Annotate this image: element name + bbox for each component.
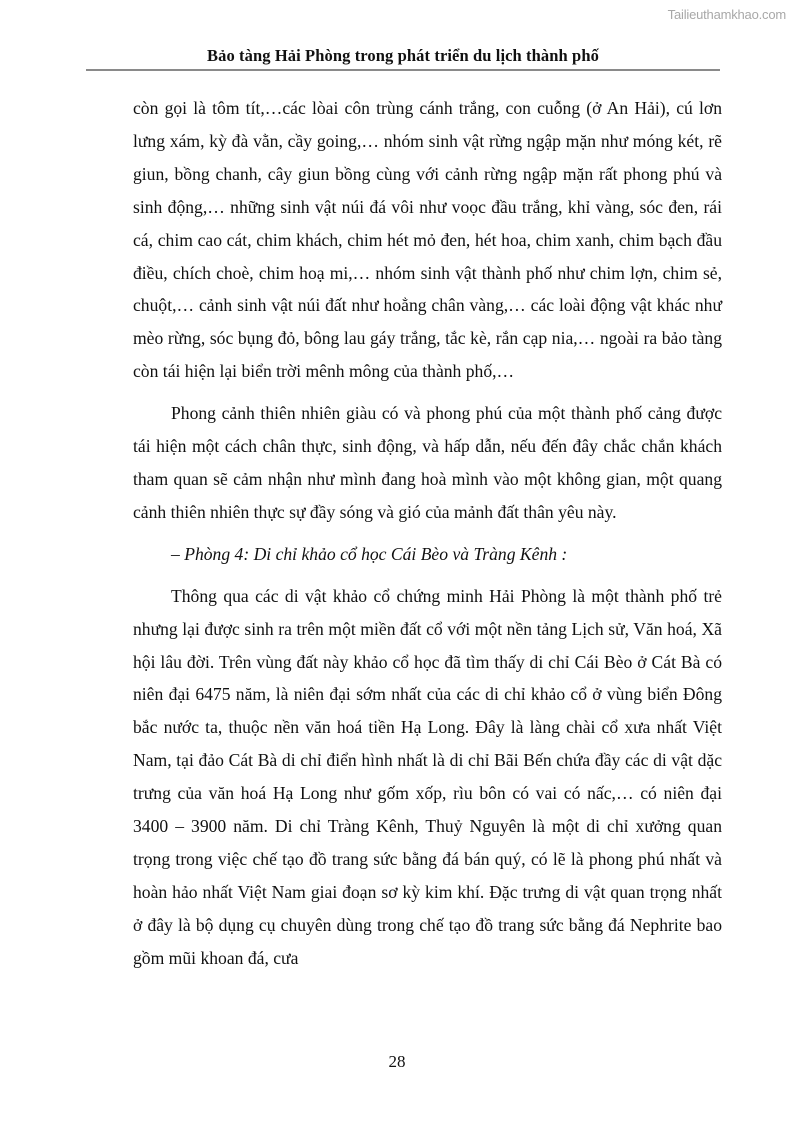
- paragraph-continued: còn gọi là tôm tít,…các lòai côn trùng cánh trắng, con cuỗng (ở An Hải), cú lơn lưng xám, kỳ đà vằn, cầy going,… nhóm sinh vật rừng ngập mặn như móng két, rẽ giun, bồng chanh, cây giun bồng cùng với cảnh rừng ngập mặn rất phong phú và sinh động,… những sinh vật núi đá vôi như voọc đầu trắng, khỉ vàng, sóc đen, rái cá, chim cao cát, chim khách, chim hét mỏ đen, hét hoa, chim xanh, chim bạch đầu điều, chích choè, chim hoạ mi,… nhóm sinh vật thành phố như chim lợn, chim sẻ, chuột,… cảnh sinh vật núi đất như hoẳng chân vàng,… các loài động vật khác như mèo rừng, sóc bụng đỏ, bông lau gáy trắng, tắc kè, rắn cạp nia,… ngoài ra bảo tàng còn tái hiện lại biển trời mênh mông của thành phố,…: [133, 98, 722, 382]
- document-body: [133, 92, 722, 975]
- paragraph-archaeology: Thông qua các di vật khảo cổ chứng minh Hải Phòng là một thành phố trẻ nhưng lại được sinh ra trên một miền đất cổ với một nền tảng Lịch sử, Văn hoá, Xã hội lâu đời. Trên vùng đất này khảo cổ học đã tìm thấy di chỉ Cái Bèo ở Cát Bà có niên đại 6475 năm, là niên đại sớm nhất của các di chỉ khảo cổ ở vùng biển Đông bắc nước ta, thuộc nền văn hoá tiền Hạ Long. Đây là làng chài cổ xưa nhất Việt Nam, tại đảo Cát Bà di chỉ điển hình nhất là di chỉ Bãi Bến chứa đầy các di vật dặc trưng của văn hoá Hạ Long như gốm xốp, rìu bôn có vai có nấc,… có niên đại 3400 – 3900 năm. Di chỉ Tràng Kênh, Thuỷ Nguyên là một di chỉ xưởng quan trọng trong việc chế tạo đồ trang sức bằng đá bán quý, có lẽ là phong phú nhất và hoàn hảo nhất Việt Nam giai đoạn sơ kỳ kim khí. Đặc trưng di vật quan trọng nhất ở đây là bộ dụng cụ chuyên dùng trong chế tạo đồ trang sức bằng đá Nephrite bao gồm mũi khoan đá, cưa: [133, 585, 722, 968]
- section-heading-room-4: – Phòng 4: Di chỉ khảo cổ học Cái Bèo và Tràng Kênh :: [171, 543, 568, 564]
- page-number: 28: [388, 1052, 406, 1071]
- paragraph-landscape: Phong cảnh thiên nhiên giàu có và phong phú của một thành phố cảng được tái hiện một cách chân thực, sinh động, và hấp dẫn, nếu đến đây chắc chắn khách tham quan sẽ cảm nhận như mình đang hoà mình vào một không gian, một quang cảnh thiên nhiên thực sự đầy sóng và gió của mảnh đất thân yêu này.: [133, 403, 722, 522]
- watermark: Tailieuthamkhao.com: [667, 7, 786, 22]
- running-header-title: Bảo tàng Hải Phòng trong phát triển du lịch thành phố: [207, 46, 599, 65]
- header-divider: [86, 69, 720, 71]
